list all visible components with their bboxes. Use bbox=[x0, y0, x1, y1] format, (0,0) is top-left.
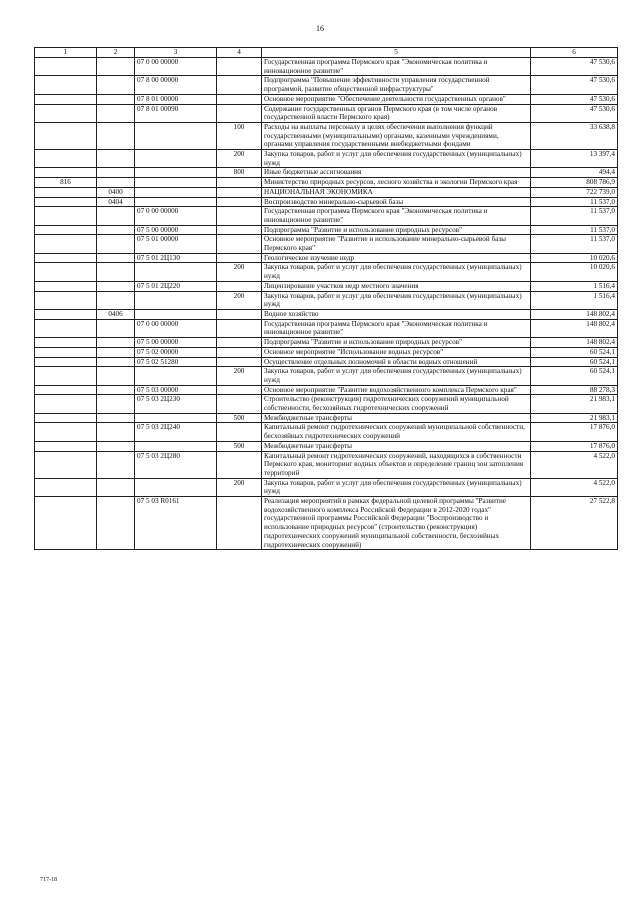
section-code-cell bbox=[97, 207, 135, 225]
admin-code-cell bbox=[35, 347, 97, 357]
description-cell: Министерство природных ресурсов, лесного хозяйства и экологии Пермского края bbox=[262, 178, 531, 188]
expense-type-cell bbox=[217, 338, 262, 348]
expense-type-cell bbox=[217, 357, 262, 367]
amount-cell: 27 522,8 bbox=[531, 497, 618, 550]
target-article-cell: 07 8 01 00000 bbox=[135, 94, 217, 104]
admin-code-cell: 816 bbox=[35, 178, 97, 188]
amount-cell: 148 802,4 bbox=[531, 319, 618, 337]
target-article-cell: 07 5 02 51280 bbox=[135, 357, 217, 367]
description-cell: Подпрограмма "Развитие и использование природных ресурсов" bbox=[262, 225, 531, 235]
expense-type-cell bbox=[217, 309, 262, 319]
table-row bbox=[35, 478, 618, 496]
table-row bbox=[35, 497, 618, 550]
target-article-cell bbox=[135, 187, 217, 197]
table-row bbox=[35, 423, 618, 441]
table-row bbox=[35, 309, 618, 319]
expense-type-cell bbox=[217, 395, 262, 413]
target-article-cell: 07 5 03 2Ц230 bbox=[135, 395, 217, 413]
expense-type-cell bbox=[217, 235, 262, 253]
admin-code-cell bbox=[35, 187, 97, 197]
column-header-2: 2 bbox=[97, 48, 135, 58]
target-article-cell bbox=[135, 367, 217, 385]
target-article-cell bbox=[135, 178, 217, 188]
expense-type-cell bbox=[217, 187, 262, 197]
column-header-4: 4 bbox=[217, 48, 262, 58]
description-cell: Лицензирование участков недр местного значения bbox=[262, 281, 531, 291]
description-cell: Закупка товаров, работ и услуг для обеспечения государственных (муниципальных) нужд bbox=[262, 478, 531, 496]
column-header-5: 5 bbox=[262, 48, 531, 58]
page-number: 16 bbox=[316, 24, 324, 33]
table-row bbox=[35, 225, 618, 235]
section-code-cell bbox=[97, 178, 135, 188]
description-cell: Государственная программа Пермского края "Экономическая политика и инновационное развитие" bbox=[262, 319, 531, 337]
table-row bbox=[35, 253, 618, 263]
table-row bbox=[35, 281, 618, 291]
admin-code-cell bbox=[35, 309, 97, 319]
target-article-cell: 07 0 00 00000 bbox=[135, 319, 217, 337]
table-row bbox=[35, 168, 618, 178]
section-code-cell: 0400 bbox=[97, 187, 135, 197]
target-article-cell bbox=[135, 197, 217, 207]
section-code-cell bbox=[97, 338, 135, 348]
table-row bbox=[35, 76, 618, 94]
section-code-cell bbox=[97, 168, 135, 178]
table-row bbox=[35, 441, 618, 451]
description-cell: Подпрограмма "Развитие и использование природных ресурсов" bbox=[262, 338, 531, 348]
description-cell: Капитальный ремонт гидротехнических сооружений муниципальной собственности, бесхозяйных гидротехнических сооружений bbox=[262, 423, 531, 441]
section-code-cell bbox=[97, 122, 135, 149]
expense-type-cell: 500 bbox=[217, 413, 262, 423]
amount-cell: 494,4 bbox=[531, 168, 618, 178]
admin-code-cell bbox=[35, 225, 97, 235]
description-cell: Воспроизводство минерально-сырьевой базы bbox=[262, 197, 531, 207]
description-cell: Содержание государственных органов Пермского края (в том числе органов государственной власти Пермского края) bbox=[262, 104, 531, 122]
table-row bbox=[35, 319, 618, 337]
table-row bbox=[35, 122, 618, 149]
amount-cell: 11 537,0 bbox=[531, 235, 618, 253]
description-cell: Межбюджетные трансферты bbox=[262, 413, 531, 423]
target-article-cell: 07 5 03 2Ц280 bbox=[135, 451, 217, 478]
table-row bbox=[35, 58, 618, 76]
admin-code-cell bbox=[35, 497, 97, 550]
section-code-cell bbox=[97, 395, 135, 413]
table-row bbox=[35, 235, 618, 253]
target-article-cell: 07 5 00 00000 bbox=[135, 225, 217, 235]
amount-cell: 1 516,4 bbox=[531, 281, 618, 291]
table-row bbox=[35, 197, 618, 207]
description-cell: Капитальный ремонт гидротехнических сооружений, находящихся в собственности Пермского края, мониторинг водных объектов и определение границ зон затопления территорий bbox=[262, 451, 531, 478]
amount-cell: 4 522,0 bbox=[531, 478, 618, 496]
table-row bbox=[35, 291, 618, 309]
expense-type-cell bbox=[217, 347, 262, 357]
target-article-cell bbox=[135, 441, 217, 451]
section-code-cell bbox=[97, 150, 135, 168]
amount-cell: 808 786,9 bbox=[531, 178, 618, 188]
admin-code-cell bbox=[35, 197, 97, 207]
section-code-cell bbox=[97, 263, 135, 281]
target-article-cell: 07 5 01 00000 bbox=[135, 235, 217, 253]
amount-cell: 21 983,1 bbox=[531, 395, 618, 413]
admin-code-cell bbox=[35, 319, 97, 337]
expense-type-cell: 200 bbox=[217, 150, 262, 168]
target-article-cell: 07 5 03 R0161 bbox=[135, 497, 217, 550]
description-cell: Геологическое изучение недр bbox=[262, 253, 531, 263]
admin-code-cell bbox=[35, 207, 97, 225]
budget-table bbox=[34, 47, 618, 550]
description-cell: Строительство (реконструкция) гидротехнических сооружений муниципальной собственности, бесхозяйных гидротехнических сооружений bbox=[262, 395, 531, 413]
table-row bbox=[35, 413, 618, 423]
description-cell: Основное мероприятие "Использование водных ресурсов" bbox=[262, 347, 531, 357]
table-row bbox=[35, 207, 618, 225]
expense-type-cell bbox=[217, 197, 262, 207]
amount-cell: 722 739,0 bbox=[531, 187, 618, 197]
expense-type-cell: 800 bbox=[217, 168, 262, 178]
table-row bbox=[35, 338, 618, 348]
amount-cell: 47 530,6 bbox=[531, 58, 618, 76]
description-cell: Закупка товаров, работ и услуг для обеспечения государственных (муниципальных) нужд bbox=[262, 263, 531, 281]
expense-type-cell bbox=[217, 104, 262, 122]
section-code-cell bbox=[97, 367, 135, 385]
admin-code-cell bbox=[35, 263, 97, 281]
section-code-cell bbox=[97, 225, 135, 235]
target-article-cell: 07 8 00 00000 bbox=[135, 76, 217, 94]
description-cell: Закупка товаров, работ и услуг для обеспечения государственных (муниципальных) нужд bbox=[262, 150, 531, 168]
expense-type-cell bbox=[217, 178, 262, 188]
admin-code-cell bbox=[35, 357, 97, 367]
amount-cell: 11 537,0 bbox=[531, 197, 618, 207]
target-article-cell: 07 5 01 2Ц130 bbox=[135, 253, 217, 263]
target-article-cell: 07 5 02 00000 bbox=[135, 347, 217, 357]
table-row bbox=[35, 395, 618, 413]
table-row bbox=[35, 385, 618, 395]
section-code-cell bbox=[97, 451, 135, 478]
admin-code-cell bbox=[35, 104, 97, 122]
target-article-cell: 07 5 00 00000 bbox=[135, 338, 217, 348]
description-cell: Закупка товаров, работ и услуг для обеспечения государственных (муниципальных) нужд bbox=[262, 367, 531, 385]
description-cell: Водное хозяйство bbox=[262, 309, 531, 319]
admin-code-cell bbox=[35, 253, 97, 263]
admin-code-cell bbox=[35, 413, 97, 423]
amount-cell: 11 537,0 bbox=[531, 225, 618, 235]
section-code-cell bbox=[97, 478, 135, 496]
expense-type-cell bbox=[217, 319, 262, 337]
table-header-row bbox=[35, 48, 618, 58]
amount-cell: 60 524,1 bbox=[531, 367, 618, 385]
target-article-cell: 07 5 03 00000 bbox=[135, 385, 217, 395]
amount-cell: 47 530,6 bbox=[531, 104, 618, 122]
expense-type-cell: 200 bbox=[217, 478, 262, 496]
table-row bbox=[35, 347, 618, 357]
description-cell: Расходы на выплаты персоналу в целях обеспечения выполнения функций государственными (муниципальными) органами, казенными учреждениями, органами управления государственными внебюджетными фондами bbox=[262, 122, 531, 149]
admin-code-cell bbox=[35, 281, 97, 291]
target-article-cell bbox=[135, 291, 217, 309]
target-article-cell bbox=[135, 478, 217, 496]
description-cell: НАЦИОНАЛЬНАЯ ЭКОНОМИКА bbox=[262, 187, 531, 197]
section-code-cell bbox=[97, 235, 135, 253]
amount-cell: 13 397,4 bbox=[531, 150, 618, 168]
amount-cell: 10 020,6 bbox=[531, 263, 618, 281]
description-cell: Реализация мероприятий в рамках федеральной целевой программы "Развитие водохозяйственного комплекса Российской Федерации в 2012-2020 годах" государственной программы Российской Федерации "Воспроизводство и использование природных ресурсов" (строительство (реконструкция) гидротехнических сооружений муниципальной собственности, бесхозяйных гидротехнических сооружений) bbox=[262, 497, 531, 550]
description-cell: Основное мероприятие "Обеспечение деятельности государственных органов" bbox=[262, 94, 531, 104]
expense-type-cell bbox=[217, 281, 262, 291]
expense-type-cell bbox=[217, 76, 262, 94]
section-code-cell bbox=[97, 385, 135, 395]
admin-code-cell bbox=[35, 94, 97, 104]
description-cell: Закупка товаров, работ и услуг для обеспечения государственных (муниципальных) нужд bbox=[262, 291, 531, 309]
amount-cell: 88 278,3 bbox=[531, 385, 618, 395]
admin-code-cell bbox=[35, 122, 97, 149]
admin-code-cell bbox=[35, 451, 97, 478]
section-code-cell bbox=[97, 497, 135, 550]
expense-type-cell bbox=[217, 58, 262, 76]
amount-cell: 17 876,0 bbox=[531, 441, 618, 451]
amount-cell: 47 530,6 bbox=[531, 94, 618, 104]
description-cell: Государственная программа Пермского края "Экономическая политика и инновационное развитие" bbox=[262, 58, 531, 76]
admin-code-cell bbox=[35, 150, 97, 168]
table-row bbox=[35, 94, 618, 104]
admin-code-cell bbox=[35, 385, 97, 395]
target-article-cell bbox=[135, 309, 217, 319]
amount-cell: 148 802,4 bbox=[531, 309, 618, 319]
expense-type-cell bbox=[217, 423, 262, 441]
column-header-6: 6 bbox=[531, 48, 618, 58]
expense-type-cell: 500 bbox=[217, 441, 262, 451]
target-article-cell: 07 5 01 2Ц220 bbox=[135, 281, 217, 291]
expense-type-cell: 200 bbox=[217, 263, 262, 281]
target-article-cell: 07 5 03 2Ц240 bbox=[135, 423, 217, 441]
table-row bbox=[35, 367, 618, 385]
target-article-cell bbox=[135, 413, 217, 423]
table-row bbox=[35, 104, 618, 122]
target-article-cell bbox=[135, 168, 217, 178]
target-article-cell: 07 8 01 00090 bbox=[135, 104, 217, 122]
amount-cell: 10 020,6 bbox=[531, 253, 618, 263]
section-code-cell bbox=[97, 319, 135, 337]
section-code-cell: 0404 bbox=[97, 197, 135, 207]
expense-type-cell bbox=[217, 207, 262, 225]
section-code-cell bbox=[97, 253, 135, 263]
admin-code-cell bbox=[35, 423, 97, 441]
amount-cell: 47 530,6 bbox=[531, 76, 618, 94]
admin-code-cell bbox=[35, 76, 97, 94]
section-code-cell bbox=[97, 423, 135, 441]
amount-cell: 1 516,4 bbox=[531, 291, 618, 309]
table-row bbox=[35, 187, 618, 197]
description-cell: Подпрограмма "Повышение эффективности управления государственной программой, развитие общественной инфраструктуры" bbox=[262, 76, 531, 94]
amount-cell: 4 522,0 bbox=[531, 451, 618, 478]
admin-code-cell bbox=[35, 58, 97, 76]
section-code-cell bbox=[97, 76, 135, 94]
description-cell: Иные бюджетные ассигнования bbox=[262, 168, 531, 178]
section-code-cell: 0406 bbox=[97, 309, 135, 319]
admin-code-cell bbox=[35, 235, 97, 253]
admin-code-cell bbox=[35, 441, 97, 451]
table-row bbox=[35, 451, 618, 478]
table-row bbox=[35, 263, 618, 281]
description-cell: Основное мероприятие "Развитие водохозяйственного комплекса Пермского края" bbox=[262, 385, 531, 395]
expense-type-cell bbox=[217, 385, 262, 395]
section-code-cell bbox=[97, 94, 135, 104]
section-code-cell bbox=[97, 413, 135, 423]
section-code-cell bbox=[97, 441, 135, 451]
section-code-cell bbox=[97, 281, 135, 291]
table-row bbox=[35, 357, 618, 367]
expense-type-cell bbox=[217, 451, 262, 478]
description-cell: Осуществление отдельных полномочий в области водных отношений bbox=[262, 357, 531, 367]
admin-code-cell bbox=[35, 291, 97, 309]
target-article-cell bbox=[135, 122, 217, 149]
amount-cell: 11 537,0 bbox=[531, 207, 618, 225]
table-body bbox=[35, 58, 618, 550]
admin-code-cell bbox=[35, 478, 97, 496]
section-code-cell bbox=[97, 347, 135, 357]
admin-code-cell bbox=[35, 338, 97, 348]
column-header-3: 3 bbox=[135, 48, 217, 58]
section-code-cell bbox=[97, 104, 135, 122]
target-article-cell bbox=[135, 150, 217, 168]
expense-type-cell: 200 bbox=[217, 367, 262, 385]
target-article-cell bbox=[135, 263, 217, 281]
amount-cell: 33 638,8 bbox=[531, 122, 618, 149]
expense-type-cell bbox=[217, 94, 262, 104]
admin-code-cell bbox=[35, 395, 97, 413]
expense-type-cell: 100 bbox=[217, 122, 262, 149]
description-cell: Государственная программа Пермского края "Экономическая политика и инновационное развитие" bbox=[262, 207, 531, 225]
expense-type-cell bbox=[217, 225, 262, 235]
section-code-cell bbox=[97, 291, 135, 309]
footer-code: 717-18 bbox=[40, 877, 57, 883]
section-code-cell bbox=[97, 357, 135, 367]
description-cell: Основное мероприятие "Развитие и использование минерально-сырьевой базы Пермского края" bbox=[262, 235, 531, 253]
description-cell: Межбюджетные трансферты bbox=[262, 441, 531, 451]
expense-type-cell bbox=[217, 253, 262, 263]
amount-cell: 21 983,1 bbox=[531, 413, 618, 423]
expense-type-cell: 200 bbox=[217, 291, 262, 309]
amount-cell: 60 524,1 bbox=[531, 347, 618, 357]
target-article-cell: 07 0 00 00000 bbox=[135, 207, 217, 225]
amount-cell: 17 876,0 bbox=[531, 423, 618, 441]
table-row bbox=[35, 150, 618, 168]
column-header-1: 1 bbox=[35, 48, 97, 58]
amount-cell: 148 802,4 bbox=[531, 338, 618, 348]
section-code-cell bbox=[97, 58, 135, 76]
table-row bbox=[35, 178, 618, 188]
target-article-cell: 07 0 00 00000 bbox=[135, 58, 217, 76]
amount-cell: 60 524,1 bbox=[531, 357, 618, 367]
expense-type-cell bbox=[217, 497, 262, 550]
admin-code-cell bbox=[35, 168, 97, 178]
admin-code-cell bbox=[35, 367, 97, 385]
